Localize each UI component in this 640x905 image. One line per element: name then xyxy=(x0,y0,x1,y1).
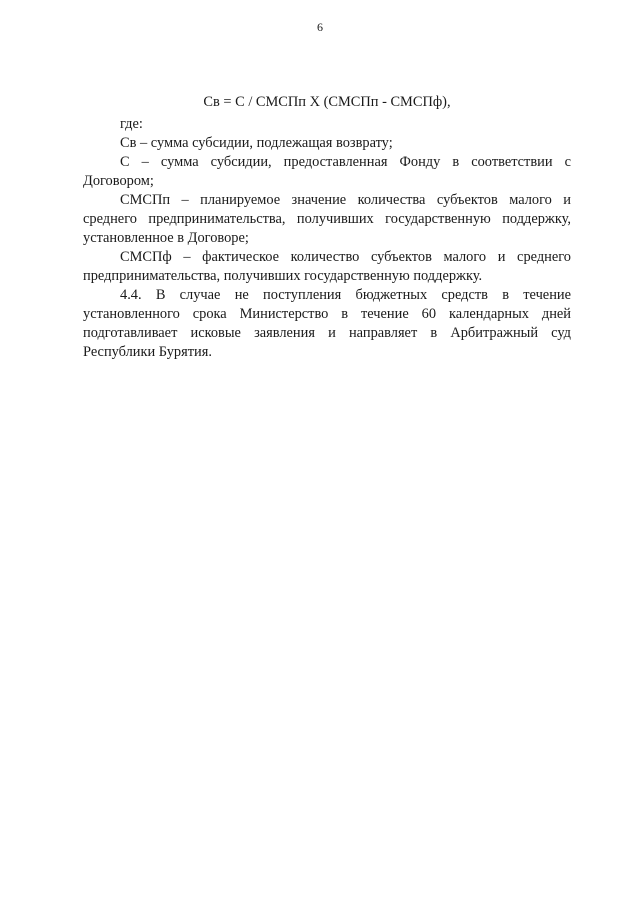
definition-smspp: СМСПп – планируемое значение количества субъектов малого и среднего предпринимательства, получивших государственную поддержку, установленное в Договоре; xyxy=(83,192,571,246)
clause-4-4: 4.4. В случае не поступления бюджетных средств в течение установленного срока Министерство в течение 60 календарных дней подготавливает исковые заявления и направляет в Арбитражный суд Республики Бурятия. xyxy=(83,287,571,360)
where-label: где: xyxy=(120,116,143,132)
page-content xyxy=(83,93,571,362)
subsidy-return-formula: Св = С / СМСПп Х (СМСПп - СМСПф), xyxy=(203,94,451,110)
page-number: 6 xyxy=(317,20,323,34)
definition-c: С – сумма субсидии, предоставленная Фонду в соответствии с Договором; xyxy=(83,154,571,189)
definition-smspf: СМСПф – фактическое количество субъектов малого и среднего предпринимательства, получивших государственную поддержку. xyxy=(83,249,571,284)
definition-sv: Св – сумма субсидии, подлежащая возврату; xyxy=(120,135,393,151)
